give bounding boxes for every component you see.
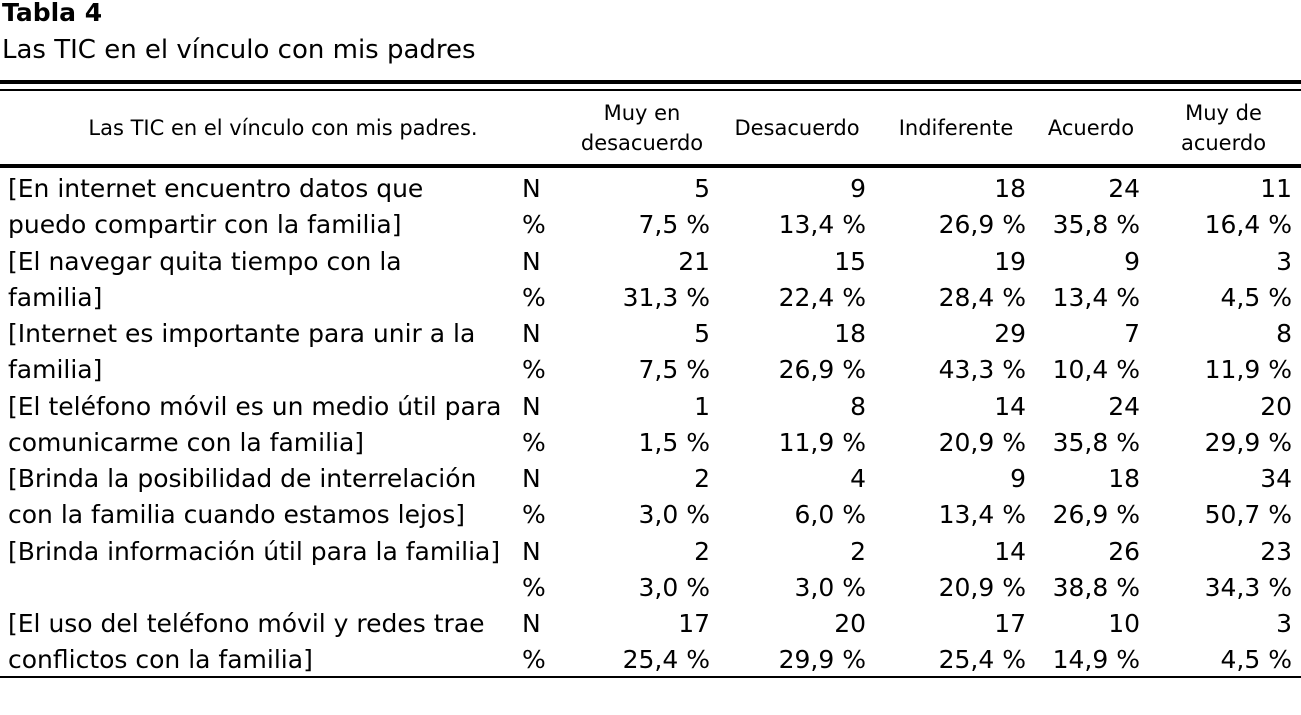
table-row xyxy=(0,642,1301,678)
row-stat-label: % xyxy=(522,645,546,675)
table-row xyxy=(0,280,1301,316)
table-row xyxy=(0,425,1301,461)
row-value-cell: 21 xyxy=(678,246,710,276)
row-value-cell: 16,4 % xyxy=(1204,210,1292,240)
row-value-cell: 17 xyxy=(678,609,710,638)
row-value-cell: 1 xyxy=(694,391,710,421)
table-row xyxy=(0,171,1301,207)
row-value-cell: 34 xyxy=(1260,464,1292,493)
table-row xyxy=(0,497,1301,533)
row-value-cell: 4 xyxy=(850,464,866,493)
row-value-cell: 8 xyxy=(1276,319,1292,348)
row-stat-label: N xyxy=(522,464,541,493)
row-stat-label: % xyxy=(522,500,546,530)
row-value-cell: 18 xyxy=(834,319,866,348)
header-item-label: Las TIC en el vínculo con mis padres. xyxy=(88,116,478,140)
row-value-cell: 3,0 % xyxy=(794,572,866,602)
row-value-cell: 38,8 % xyxy=(1052,572,1140,602)
row-value-cell: 22,4 % xyxy=(778,282,866,312)
header-col2-label: Desacuerdo xyxy=(734,116,860,140)
row-item-text: con la familia cuando estamos lejos] xyxy=(8,500,465,530)
row-value-cell: 25,4 % xyxy=(622,645,710,675)
row-value-cell: 26,9 % xyxy=(938,210,1026,240)
header-desacuerdo xyxy=(718,92,876,164)
row-value-cell: 3,0 % xyxy=(638,572,710,602)
row-value-cell: 14 xyxy=(994,391,1026,421)
row-stat-label: % xyxy=(522,572,546,602)
row-value-cell: 2 xyxy=(850,536,866,566)
row-value-cell: 26,9 % xyxy=(778,355,866,385)
row-value-cell: 10 xyxy=(1108,609,1140,638)
row-stat-label: N xyxy=(522,174,541,203)
row-value-cell: 1,5 % xyxy=(638,427,710,457)
row-value-cell: 20,9 % xyxy=(938,572,1026,602)
table-row xyxy=(0,534,1301,570)
row-value-cell: 17 xyxy=(994,609,1026,638)
row-value-cell: 50,7 % xyxy=(1204,500,1292,530)
table-row xyxy=(0,570,1301,606)
row-value-cell: 18 xyxy=(994,174,1026,203)
row-value-cell: 34,3 % xyxy=(1204,572,1292,602)
row-value-cell: 7,5 % xyxy=(638,355,710,385)
bottom-rule xyxy=(0,676,1301,678)
row-value-cell: 29 xyxy=(994,319,1026,348)
row-item-text: [El teléfono móvil es un medio útil para xyxy=(8,391,502,421)
row-value-cell: 18 xyxy=(1108,464,1140,493)
row-item-text: puedo compartir con la familia] xyxy=(8,210,402,240)
row-value-cell: 35,8 % xyxy=(1052,427,1140,457)
row-value-cell: 5 xyxy=(694,319,710,348)
row-value-cell: 3,0 % xyxy=(638,500,710,530)
row-item-text: [El navegar quita tiempo con la xyxy=(8,246,402,276)
row-value-cell: 2 xyxy=(694,464,710,493)
header-rule xyxy=(0,164,1301,168)
table-row xyxy=(0,316,1301,352)
row-value-cell: 13,4 % xyxy=(1052,282,1140,312)
row-value-cell: 26,9 % xyxy=(1052,500,1140,530)
table-row xyxy=(0,207,1301,243)
row-stat-label: N xyxy=(522,609,541,638)
row-value-cell: 23 xyxy=(1260,536,1292,566)
table-row xyxy=(0,389,1301,425)
row-value-cell: 3 xyxy=(1276,246,1292,276)
row-value-cell: 31,3 % xyxy=(622,282,710,312)
row-value-cell: 11,9 % xyxy=(778,427,866,457)
header-col3-label: Indiferente xyxy=(898,116,1014,140)
row-item-text xyxy=(8,570,518,606)
row-stat-label: N xyxy=(522,246,541,276)
table-row xyxy=(0,606,1301,642)
row-value-cell: 15 xyxy=(834,246,866,276)
row-item-text: conflictos con la familia] xyxy=(8,645,313,675)
table-row xyxy=(0,461,1301,497)
row-value-cell: 7,5 % xyxy=(638,210,710,240)
row-item-text: comunicarme con la familia] xyxy=(8,427,365,457)
row-value-cell: 29,9 % xyxy=(1204,427,1292,457)
row-value-cell: 19 xyxy=(994,246,1026,276)
row-value-cell: 4,5 % xyxy=(1220,645,1292,675)
row-item-text: [Brinda información útil para la familia] xyxy=(8,536,501,566)
row-value-cell: 11,9 % xyxy=(1204,355,1292,385)
row-value-cell: 25,4 % xyxy=(938,645,1026,675)
row-value-cell: 20,9 % xyxy=(938,427,1026,457)
row-value-cell: 3 xyxy=(1276,609,1292,638)
top-rule-thick xyxy=(0,80,1301,84)
header-col5-line2: acuerdo xyxy=(1180,131,1267,155)
row-stat-label: N xyxy=(522,319,541,348)
row-value-cell: 14 xyxy=(994,536,1026,566)
row-value-cell: 7 xyxy=(1124,319,1140,348)
header-muy-en-desacuerdo xyxy=(566,92,718,164)
row-value-cell: 14,9 % xyxy=(1052,645,1140,675)
row-item-text: [En internet encuentro datos que xyxy=(8,174,424,203)
header-acuerdo xyxy=(1036,92,1146,164)
row-item-text: [El uso del teléfono móvil y redes trae xyxy=(8,609,485,638)
row-stat-label: % xyxy=(522,210,546,240)
row-value-cell: 35,8 % xyxy=(1052,210,1140,240)
table-label: Tabla 4 xyxy=(2,0,103,27)
row-value-cell: 2 xyxy=(694,536,710,566)
row-value-cell: 5 xyxy=(694,174,710,203)
row-item-text: [Brinda la posibilidad de interrelación xyxy=(8,464,477,493)
row-value-cell: 20 xyxy=(1260,391,1292,421)
row-value-cell: 10,4 % xyxy=(1052,355,1140,385)
row-stat-label: N xyxy=(522,391,541,421)
row-item-text: [Internet es importante para unir a la xyxy=(8,319,476,348)
row-value-cell: 29,9 % xyxy=(778,645,866,675)
row-stat-label: N xyxy=(522,536,541,566)
row-stat-label: % xyxy=(522,282,546,312)
header-muy-de-acuerdo xyxy=(1146,92,1301,164)
row-value-cell: 26 xyxy=(1108,536,1140,566)
row-value-cell: 9 xyxy=(1010,464,1026,493)
row-value-cell: 24 xyxy=(1108,174,1140,203)
row-value-cell: 9 xyxy=(850,174,866,203)
row-value-cell: 28,4 % xyxy=(938,282,1026,312)
row-item-text: familia] xyxy=(8,282,103,312)
row-value-cell: 43,3 % xyxy=(938,355,1026,385)
header-indiferente xyxy=(876,92,1036,164)
header-col1-line1: Muy en xyxy=(603,101,681,125)
table-body xyxy=(0,171,1301,679)
header-col4-label: Acuerdo xyxy=(1047,116,1135,140)
row-item-text: familia] xyxy=(8,355,103,385)
top-rule-thin xyxy=(0,89,1301,91)
row-value-cell: 8 xyxy=(850,391,866,421)
row-value-cell: 9 xyxy=(1124,246,1140,276)
row-value-cell: 4,5 % xyxy=(1220,282,1292,312)
row-value-cell: 20 xyxy=(834,609,866,638)
table-row xyxy=(0,352,1301,388)
row-value-cell: 11 xyxy=(1260,174,1292,203)
row-value-cell: 24 xyxy=(1108,391,1140,421)
header-col1-line2: desacuerdo xyxy=(580,131,704,155)
table-caption: Las TIC en el vínculo con mis padres xyxy=(2,35,476,65)
row-value-cell: 13,4 % xyxy=(938,500,1026,530)
table-row xyxy=(0,244,1301,280)
row-value-cell: 13,4 % xyxy=(778,210,866,240)
header-col5-line1: Muy de xyxy=(1185,101,1262,125)
row-stat-label: % xyxy=(522,427,546,457)
row-stat-label: % xyxy=(522,355,546,385)
row-value-cell: 6,0 % xyxy=(794,500,866,530)
header-item-column xyxy=(0,92,566,164)
